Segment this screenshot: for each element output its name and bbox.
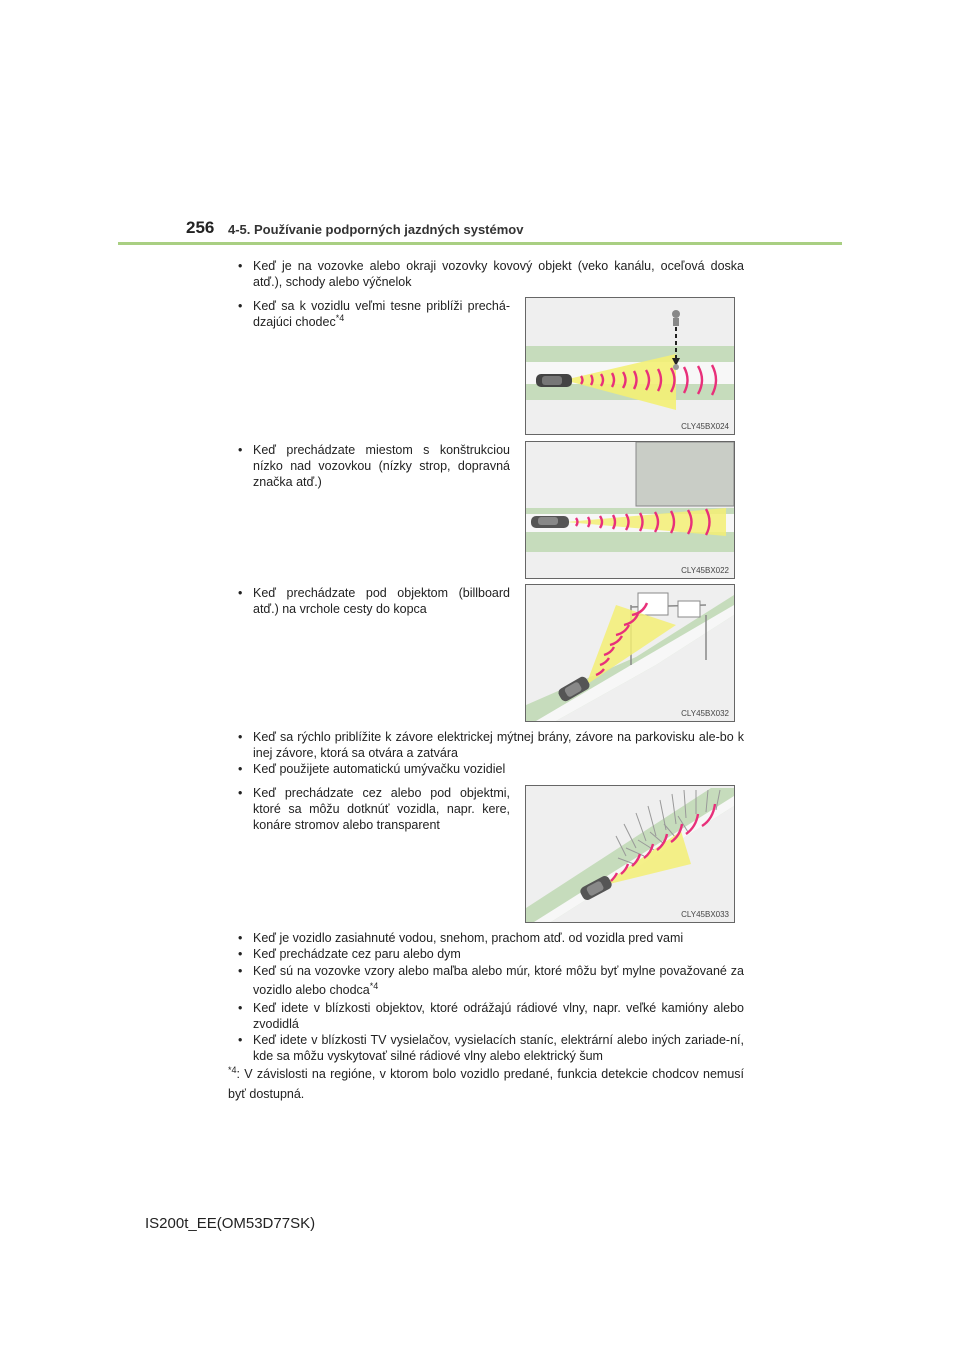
figure-code: CLY45BX033 <box>681 910 729 919</box>
bullet-icon: • <box>238 964 243 978</box>
list-item: • Keď prechádzate cez paru alebo dym <box>238 947 461 961</box>
bullet-icon: • <box>238 586 243 600</box>
bullet-icon: • <box>238 947 243 961</box>
figure-low-structure <box>525 441 735 579</box>
list-item: • Keď idete v blízkosti objektov, ktoré odrážajú rádiové vlny, napr. veľké kamióny alebo zvodidlá <box>238 1001 744 1031</box>
list-item: • Keď sa k vozidlu veľmi tesne priblíži prechá-dzajúci chodec$^{*4}$ <box>238 299 510 329</box>
list-item: • Keď sa rýchlo priblížite k závore elektrickej mýtnej brány, závore na parkovisku ale-bo k inej závore, ktorá sa otvára a zatvára <box>238 730 744 760</box>
bullet-icon: • <box>238 443 243 457</box>
page-number: 256 <box>186 218 215 237</box>
figure-pedestrian <box>525 297 735 435</box>
figure-code: CLY45BX032 <box>681 709 729 718</box>
list-item: • Keď je vozidlo zasiahnuté vodou, snehom, prachom atď. od vozidla pred vami <box>238 931 684 945</box>
list-item: • Keď prechádzate miestom s konštrukciou nízko nad vozovkou (nízky strop, dopravná značka atď.) <box>238 443 510 489</box>
bullet-icon: • <box>238 762 243 776</box>
bullet-icon: • <box>238 1033 243 1047</box>
figure-bushes <box>525 785 735 923</box>
bullet-icon: • <box>238 730 243 744</box>
list-item: • Keď sú na vozovke vzory alebo maľba alebo múr, ktoré môžu byť mylne považované za vozidlo alebo chodca$^{*4}$ <box>238 964 744 997</box>
bullet-icon: • <box>238 931 243 945</box>
bullet-icon: • <box>238 259 243 273</box>
list-item: • Keď prechádzate pod objektom (billboard atď.) na vrchole cesty do kopca <box>238 586 510 616</box>
bullet-icon: • <box>238 299 243 313</box>
list-item: • Keď použijete automatickú umývačku vozidiel <box>238 762 506 776</box>
section-title: 4-5. Používanie podporných jazdných systémov <box>228 222 524 237</box>
bullet-icon: • <box>238 1001 243 1015</box>
document-code: IS200t_EE(OM53D77SK) <box>145 1215 316 1232</box>
list-item: • Keď je na vozovke alebo okraji vozovky kovový objekt (veko kanálu, oceľová doska atď.), schody alebo výčnelok <box>238 259 744 289</box>
footnote-marker: *4 <box>228 1064 237 1075</box>
list-item: • Keď prechádzate cez alebo pod objektmi, ktoré sa môžu dotknúť vozidla, napr. kere, konáre stromov alebo transparent <box>238 786 510 832</box>
list-item: • Keď idete v blízkosti TV vysielačov, vysielacích staníc, elektrární alebo iných zariade-ní, kde sa môžu vyskytovať silné rádiové vlny alebo elektrický šum <box>238 1033 744 1063</box>
header-rule <box>118 242 842 245</box>
figure-code: CLY45BX022 <box>681 566 729 575</box>
figure-code: CLY45BX024 <box>681 422 729 431</box>
footnote <box>228 1064 744 1104</box>
bullet-icon: • <box>238 786 243 800</box>
figure-billboard-hill <box>525 584 735 722</box>
footnote-text: : V závislosti na regióne, v ktorom bolo vozidlo predané, funkcia detekcie chodcov nemusí byť dostupná. <box>228 1067 744 1101</box>
